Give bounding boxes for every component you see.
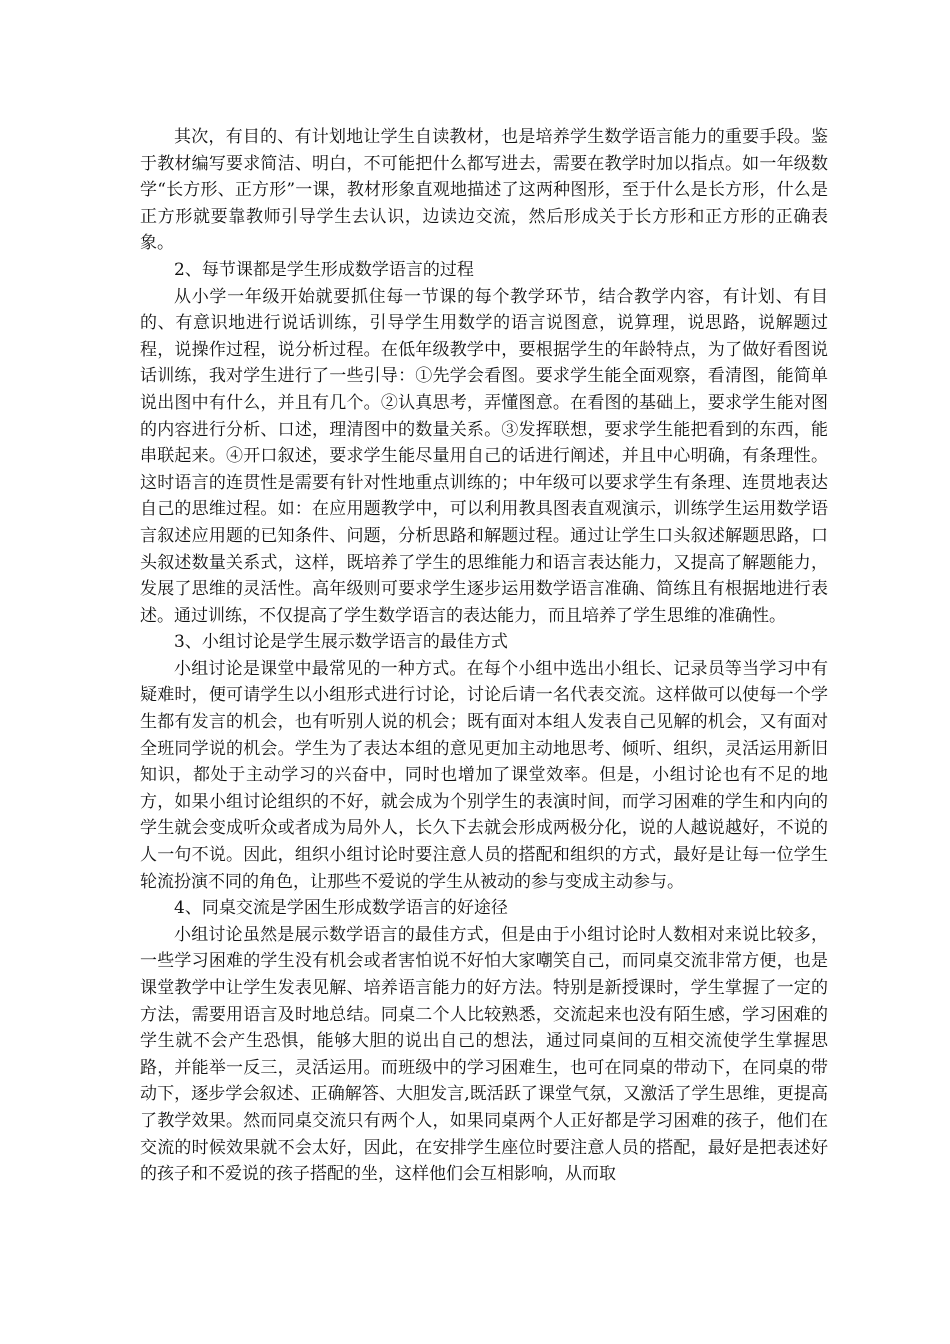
paragraph-self-reading: 其次，有目的、有计划地让学生自读教材，也是培养学生数学语言能力的重要手段。鉴于教材编写要求简洁、明白，不可能把什么都写进去，需要在教学时加以指点。如一年级数学“长方形、正方形”一课，教材形象直观地描述了这两种图形，至于什么是长方形，什么是正方形就要靠教师引导学生去认识，边读边交流，然后形成关于长方形和正方形的正确表象。 — [140, 127, 828, 254]
section-heading-3: 3、小组讨论是学生展示数学语言的最佳方式 — [174, 632, 508, 653]
paragraph-every-lesson: 从小学一年级开始就要抓住每一节课的每个教学环节，结合教学内容，有计划、有目的、有意识地进行说话训练，引导学生用数学的语言说图意，说算理，说思路，说解题过程，说操作过程，说分析过程。在低年级教学中，要根据学生的年龄特点，为了做好看图说话训练，我对学生进行了一些引导：①先学会看图。要求学生能全面观察，看清图，能简单说出图中有什么，并且有几个。②认真思考，弄懂图意。在看图的基础上，要求学生能对图的内容进行分析、口述，理清图中的数量关系。③发挥联想，要求学生能把看到的东西，能串联起来。④开口叙述，要求学生能尽量用自己的话进行阐述，并且中心明确，有条理性。这时语言的连贯性是需要有针对性地重点训练的；中年级可以要求学生有条理、连贯地表达自己的思维过程。如：在应用题教学中，可以利用教具图表直观演示，训练学生运用数学语言叙述应用题的已知条件、问题，分析思路和解题过程。通过让学生口头叙述解题思路，口头叙述数量关系式，这样，既培养了学生的思维能力和语言表达能力，又提高了解题能力，发展了思维的灵活性。高年级则可要求学生逐步运用数学语言准确、简练且有根据地进行表述。通过训练，不仅提高了学生数学语言的表达能力，而且培养了学生思维的准确性。 — [140, 286, 828, 626]
section-heading-2: 2、每节课都是学生形成数学语言的过程 — [174, 259, 474, 280]
paragraph-group-discussion: 小组讨论是课堂中最常见的一种方式。在每个小组中选出小组长、记录员等当学习中有疑难时，便可请学生以小组形式进行讨论，讨论后请一名代表交流。这样做可以使每一个学生都有发言的机会，也有听别人说的机会；既有面对本组人发表自己见解的机会，又有面对全班同学说的机会。学生为了表达本组的意见更加主动地思考、倾听、组织，灵活运用新旧知识，都处于主动学习的兴奋中，同时也增加了课堂效率。但是，小组讨论也有不足的地方，如果小组讨论组织的不好，就会成为个别学生的表演时间，而学习困难的学生和内向的学生就会变成听众或者成为局外人，长久下去就会形成两极分化，说的人越说越好，不说的人一句不说。因此，组织小组讨论时要注意人员的搭配和组织的方式，最好是让每一位学生轮流扮演不同的角色，让那些不爱说的学生从被动的参与变成主动参与。 — [140, 658, 828, 892]
paragraph-desk-mate-exchange: 小组讨论虽然是展示数学语言的最佳方式，但是由于小组讨论时人数相对来说比较多，一些学习困难的学生没有机会或者害怕说不好怕大家嘲笑自己，而同桌交流非常方便，也是课堂教学中让学生发表见解、培养语言能力的好方法。特别是新授课时，学生掌握了一定的方法，需要用语言及时地总结。同桌二个人比较熟悉，交流起来也没有陌生感，学习困难的学生就不会产生恐惧，能够大胆的说出自己的想法，通过同桌间的互相交流使学生掌握思路，并能举一反三，灵活运用。而班级中的学习困难生，也可在同桌的带动下，在同桌的带动下，逐步学会叙述、正确解答、大胆发言,既活跃了课堂气氛，又激活了学生思维，更提高了教学效果。然而同桌交流只有两个人，如果同桌两个人正好都是学习困难的孩子，他们在交流的时候效果就不会太好，因此，在安排学生座位时要注意人员的搭配，最好是把表述好的孩子和不爱说的孩子搭配的坐，这样他们会互相影响，从而取 — [140, 924, 828, 1185]
document-page — [140, 124, 828, 1188]
section-heading-4: 4、同桌交流是学困生形成数学语言的好途径 — [174, 898, 508, 919]
